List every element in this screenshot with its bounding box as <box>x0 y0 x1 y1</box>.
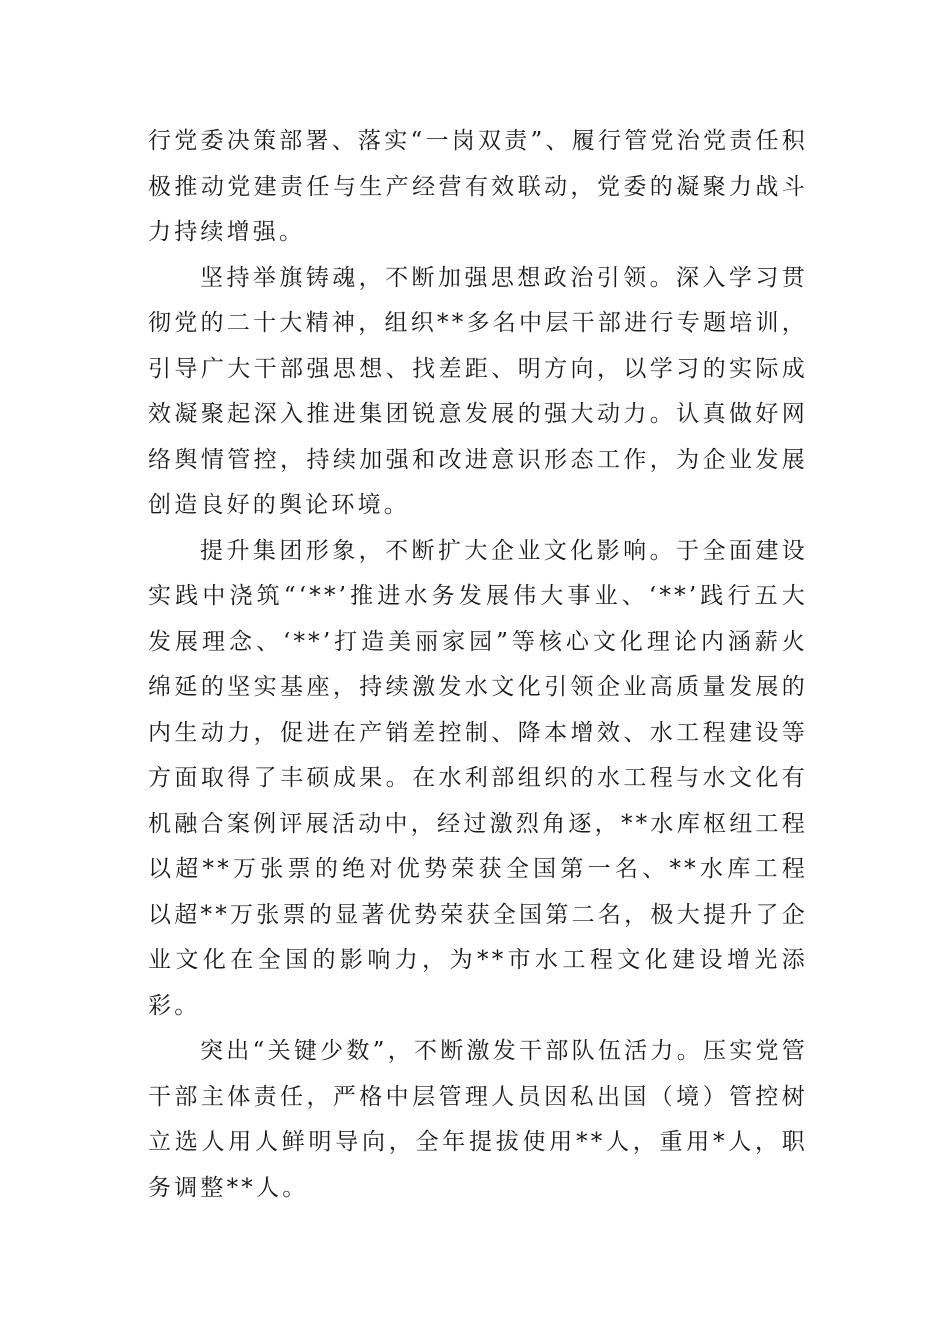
document-body <box>148 119 808 1211</box>
paragraph-cadres: 突出“关键少数”，不断激发干部队伍活力。压实党管干部主体责任，严格中层管理人员因私出国（境）管控树立选人用人鲜明导向，全年提拔使用**人，重用*人，职务调整**人。 <box>148 1038 808 1201</box>
paragraph-continuation: 行党委决策部署、落实“一岗双责”、履行管党治党责任积极推动党建责任与生产经营有效联动，党委的凝聚力战斗力持续增强。 <box>148 128 808 245</box>
paragraph-ideology: 坚持举旗铸魂，不断加强思想政治引领。深入学习贯彻党的二十大精神，组织**多名中层干部进行专题培训，引导广大干部强思想、找差距、明方向，以学习的实际成效凝聚起深入推进集团锐意发展的强大动力。认真做好网络舆情管控，持续加强和改进意识形态工作，为企业发展创造良好的舆论环境。 <box>148 264 808 518</box>
paragraph-culture: 提升集团形象，不断扩大企业文化影响。于全面建设实践中浇筑“‘**’推进水务发展伟大事业、‘**’践行五大发展理念、‘**’打造美丽家园”等核心文化理论内涵薪火绵延的坚实基座，持续激发水文化引领企业高质量发展的内生动力，促进在产销差控制、降本增效、水工程建设等方面取得了丰硕成果。在水利部组织的水工程与水文化有机融合案例评展活动中，经过激烈角逐，**水库枢纽工程以超**万张票的绝对优势荣获全国第一名、**水库工程以超**万张票的显著优势荣获全国第二名，极大提升了企业文化在全国的影响力，为**市水工程文化建设增光添彩。 <box>148 537 808 1019</box>
